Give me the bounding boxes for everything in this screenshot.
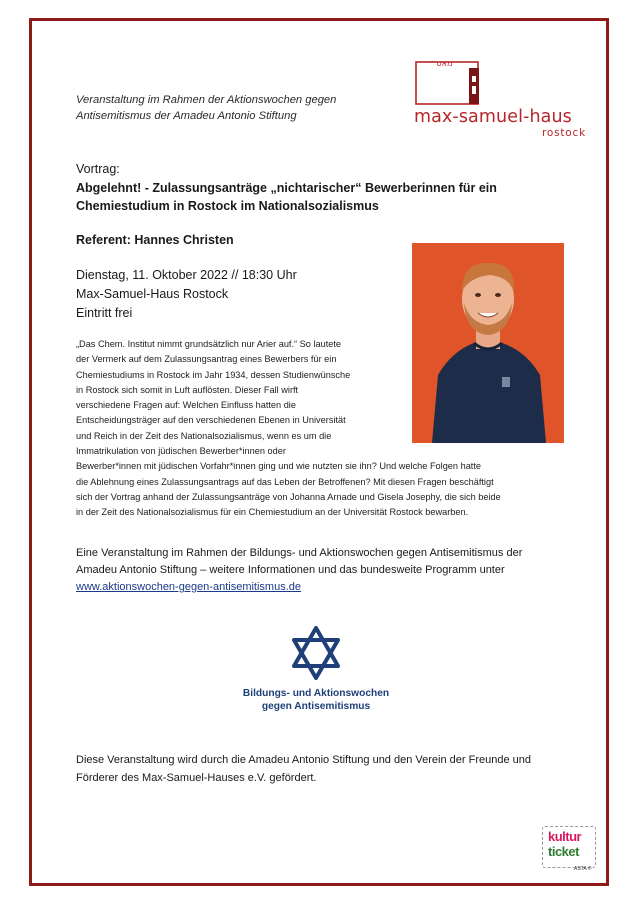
- event-date: Dienstag, 11. Oktober 2022 // 18:30 Uhr: [76, 268, 297, 282]
- aktionswochen-logo-line-2: gegen Antisemitismus: [261, 701, 371, 712]
- star-of-david-icon: [228, 624, 404, 684]
- description-line: sich der Vortrag anhand der Zulassungsanträge von Johanna Arnade und Gisela Josephy, die sich beide: [76, 491, 501, 502]
- talk-title-line-1: Abgelehnt! - Zulassungsanträge „nichtarischer“ Bewerberinnen für ein: [76, 180, 497, 195]
- description-line: verschiedene Fragen auf: Welchen Einfluss hatten die: [76, 400, 296, 411]
- aktionswochen-logo: [228, 606, 404, 716]
- description-line: und Reich in der Zeit des Nationalsozialismus, wenn es um die: [76, 430, 332, 441]
- event-place: Max-Samuel-Haus Rostock: [76, 287, 229, 301]
- intro-line-2: Antisemitismus der Amadeu Antonio Stiftung: [76, 109, 297, 122]
- sponsor-text: [76, 752, 568, 787]
- sponsor-line-1: Diese Veranstaltung wird durch die Amadeu Antonio Stiftung und den Verein der Freunde und: [76, 754, 531, 766]
- program-info: [76, 545, 568, 596]
- intro-line-1: Veranstaltung im Rahmen der Aktionswochen gegen: [76, 94, 337, 106]
- max-samuel-haus-logo: [414, 56, 584, 140]
- program-line-1: Eine Veranstaltung im Rahmen der Bildungs- und Aktionswochen gegen Antisemitismus der: [76, 547, 523, 559]
- description-line: „Das Chem. Institut nimmt grundsätzlich nur Arier auf.“ So lautete: [76, 339, 342, 349]
- aktionswochen-logo-line-1: Bildungs- und Aktionswochen: [242, 688, 390, 699]
- description-line: die Ablehnung eines Zulassungsantrags auf das Leben der Betroffenen? Mit diesen Fragen beschäftigt: [76, 476, 494, 487]
- talk-block: [76, 160, 546, 216]
- description-wide: [76, 459, 566, 520]
- description-narrow: [76, 337, 399, 459]
- intro-text: [76, 93, 396, 124]
- description: [76, 337, 566, 521]
- logo-name: max-samuel-haus: [414, 107, 572, 127]
- logo-hebrew-text: ˉ מאס: [431, 59, 453, 68]
- sponsor-line-2: Förderer des Max-Samuel-Hauses e.V. gefördert.: [76, 771, 317, 784]
- description-line: Immatrikulation von jüdischen Bewerber*innen oder: [76, 446, 286, 457]
- talk-title-line-2: Chemiestudium in Rostock im Nationalsozialismus: [76, 199, 379, 213]
- logo-city: rostock: [542, 127, 586, 139]
- kultur-word: kultur: [548, 829, 582, 844]
- description-line: in Rostock sich somit in Luft auflösten. Dieser Fall wirft: [76, 384, 299, 395]
- program-link[interactable]: www.aktionswochen-gegen-antisemitismus.de: [76, 581, 301, 593]
- kulturticket-logo: [542, 826, 596, 874]
- talk-label: Vortrag:: [76, 162, 120, 176]
- speaker: Referent: Hannes Christen: [76, 233, 234, 247]
- description-line: Entscheidungsträger auf den verschiedenen Ebenen in Universität: [76, 415, 346, 426]
- description-line: der Vermerk auf dem Zulassungsantrag eines Bewerbers für ein: [76, 354, 337, 365]
- description-line: Chemiestudiums in Rostock im Jahr 1934, dessen Studienwünsche: [76, 369, 351, 380]
- description-line: Bewerber*innen mit jüdischen Vorfahr*innen ging und wie nutzten sie ihn? Und welche Folgen hatte: [76, 461, 482, 472]
- asta-tag: ASTA ©: [574, 866, 592, 872]
- ticket-word: ticket: [548, 844, 579, 859]
- description-line: in der Zeit des Nationalsozialismus für ein Chemiestudium an der Universität Rostock bewarben.: [76, 507, 469, 518]
- event-details: [76, 266, 297, 323]
- event-entry: Eintritt frei: [76, 306, 133, 320]
- program-line-2: Amadeu Antonio Stiftung – weitere Informationen und das bundesweite Programm unter: [76, 564, 505, 576]
